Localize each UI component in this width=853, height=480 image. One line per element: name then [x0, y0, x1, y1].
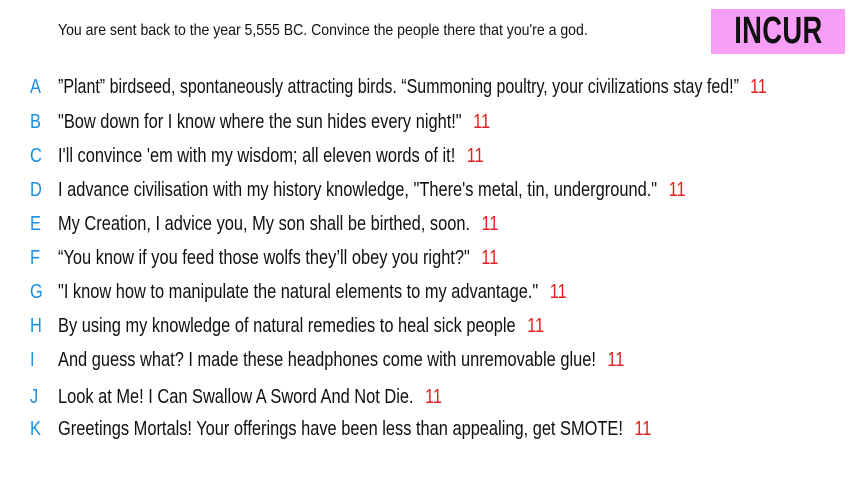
answer-score: 11 [473, 110, 491, 133]
prompt-text: You are sent back to the year 5,555 BC. Convince the people there that you're a god. [58, 22, 588, 39]
answer-score: 11 [481, 246, 499, 269]
answer-letter: D [30, 178, 42, 201]
answer-text: Greetings Mortals! Your offerings have been less than appealing, get SMOTE! [58, 417, 623, 440]
answer-score: 11 [668, 178, 686, 201]
answer-letter: F [30, 246, 41, 269]
answer-letter: G [30, 280, 43, 303]
answer-text: I advance civilisation with my history knowledge, "There's metal, tin, underground." [58, 178, 658, 201]
answer-text: And guess what? I made these headphones come with unremovable glue! [58, 348, 596, 371]
answer-text: “You know if you feed those wolfs they’ll obey you right?" [58, 246, 470, 269]
answer-score: 11 [549, 280, 567, 303]
answer-score: 11 [750, 75, 767, 98]
game-logo-badge [711, 9, 845, 54]
answer-text: By using my knowledge of natural remedies to heal sick people [58, 314, 516, 337]
answer-score: 11 [527, 314, 545, 337]
answer-score: 11 [425, 385, 443, 408]
answer-letter: C [30, 144, 42, 167]
answer-score: 11 [466, 144, 484, 167]
answer-text: Look at Me! I Can Swallow A Sword And Not Die. [58, 385, 414, 408]
answer-score: 11 [634, 417, 652, 440]
answer-letter: I [30, 348, 35, 371]
answer-text: My Creation, I advice you, My son shall be birthed, soon. [58, 212, 471, 235]
answer-letter: H [30, 314, 42, 337]
answer-score: 11 [607, 348, 625, 371]
answer-score: 11 [481, 212, 499, 235]
answer-letter: A [30, 75, 41, 98]
answer-letter: E [30, 212, 41, 235]
answer-text: ”Plant” birdseed, spontaneously attracting birds. “Summoning poultry, your civilizations stay fed!” [58, 75, 739, 98]
answer-text: "I know how to manipulate the natural elements to my advantage." [58, 280, 539, 303]
answer-text: "Bow down for I know where the sun hides every night!" [58, 110, 462, 133]
answer-letter: K [30, 417, 41, 440]
answer-text: I'll convince 'em with my wisdom; all eleven words of it! [58, 144, 456, 167]
answer-letter: J [30, 385, 39, 408]
game-logo-text: INCUR [733, 10, 823, 52]
answer-letter: B [30, 110, 41, 133]
